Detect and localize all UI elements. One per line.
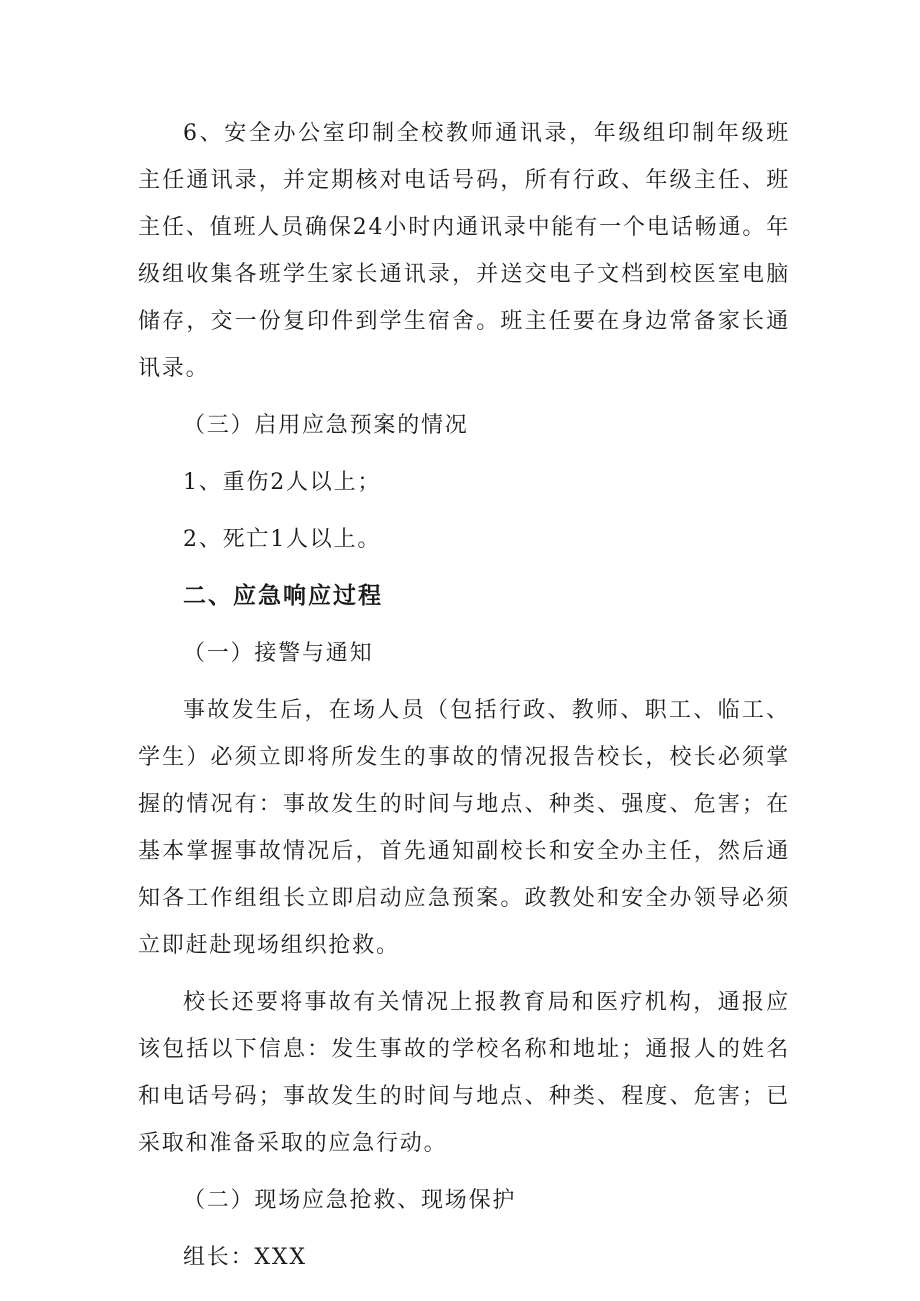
section-heading-response-process: 二、应急响应过程 (183, 583, 383, 609)
paragraph-incident-report: 事故发生后，在场人员（包括行政、教师、职工、临工、学生）必须立即将所发生的事故的情况报告校长，校长必须掌握的情况有：事故发生的时间与地点、种类、强度、危害；在基本掌握事故情况后，首先通知副校长和安全办主任，然后通知各工作组组长立即启动应急预案。政教处和安全办领导必须立即赶赴现场组织抢救。 (138, 698, 790, 958)
list-item-serious-injury: 1、重伤2人以上； (183, 470, 382, 495)
paragraph-report-to-authorities: 校长还要将事故有关情况上报教育局和医疗机构，通报应该包括以下信息：发生事故的学校名称和地址；通报人的姓名和电话号码；事故发生的时间与地点、种类、程度、危害；已采取和准备采取的应急行动。 (138, 990, 790, 1156)
paragraph-team-leader: 组长：XXX (183, 1245, 307, 1270)
paragraph-contact-directory: 6、安全办公室印制全校教师通讯录，年级组印制年级班主任通讯录，并定期核对电话号码，所有行政、年级主任、班主任、值班人员确保24小时内通讯录中能有一个电话畅通。年级组收集各班学生家长通讯录，并送交电子文档到校医室电脑储存，交一份复印件到学生宿舍。班主任要在身边常备家长通讯录。 (138, 121, 790, 381)
subheading-alarm-notification: （一）接警与通知 (183, 641, 374, 666)
subheading-activation-conditions: （三）启用应急预案的情况 (183, 413, 469, 438)
list-item-death: 2、死亡1人以上。 (183, 527, 382, 552)
subheading-onsite-rescue: （二）现场应急抢救、现场保护 (183, 1188, 517, 1213)
